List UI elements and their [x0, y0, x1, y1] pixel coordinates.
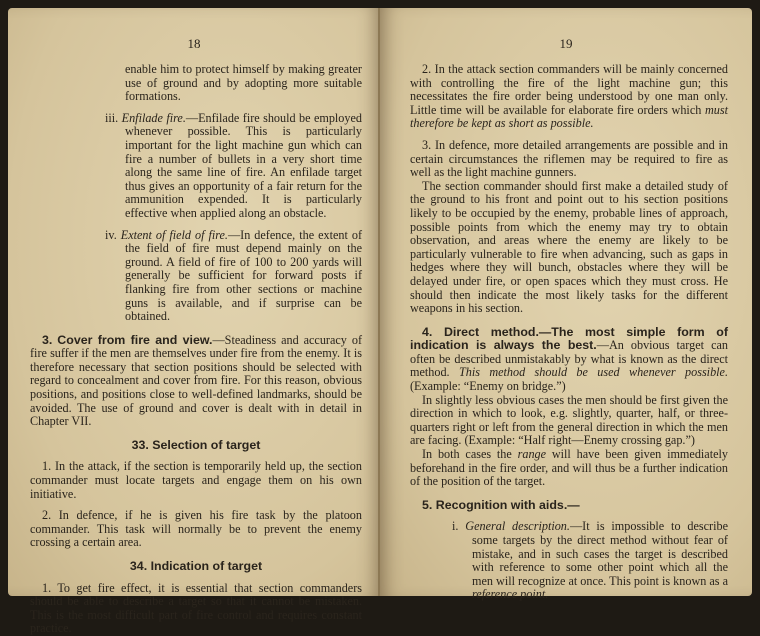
- item-iv-text: —In defence, the extent of the field of fire must depend mainly on the ground. A field of fire of 100 to 200 yards will generally be sufficient for forward posts if flanking fire from other sections or machine guns is available, and if surprise can be obtained.: [125, 227, 363, 324]
- para-34-1: 1. To get fire effect, it is essential that section commanders should be able to describe a target so that it cannot be mistaken. This is the most difficult part of fire control and requires constant practice.: [30, 580, 362, 636]
- item-iv-label: iv.: [105, 227, 117, 242]
- continued-paragraph: enable him to protect himself by making greater use of ground and by adopting more suitable formations.: [125, 62, 362, 104]
- section-3-text: —Steadiness and accuracy of fire suffer if the men are themselves under fire from the enemy. It is therefore necessary that section positions should be selected with regard to concealment and cover from fire. For this reason, obvious positions, and positions close to well-defined landmarks, should be avoided. The use of ground and cover is dealt with in detail in Chapter VII.: [30, 332, 363, 429]
- para-2: [410, 63, 728, 131]
- item-5-i-italic: reference point.: [472, 587, 549, 602]
- right-page: [380, 8, 752, 602]
- item-5-i: [410, 520, 728, 602]
- heading-33: 33. Selection of target: [131, 437, 261, 452]
- section-3-number: 3.: [42, 332, 53, 347]
- para-2-text: 2. In the attack section commanders will be mainly concerned with controlling the fire of the light machine gun; this necessitates the fire order being understood by one man only. Little time will be available for elaborate fire orders which: [410, 62, 728, 117]
- para-5-heading: 5. Recognition with aids.—: [422, 497, 580, 512]
- item-iv: [70, 229, 362, 324]
- heading-34: 34. Indication of target: [129, 559, 263, 573]
- para-4-text-b: (Example: “Enemy on bridge.”): [410, 379, 566, 394]
- para-4-heading: 4. Direct method.—The most simple form of indication is always the best.: [410, 324, 728, 353]
- item-iii-text: —Enfilade fire should be employed whenever possible. This is particularly important for the light machine gun which can fire a number of bullets in a very short time along the same line of fire. An enfilade target thus gives an opportunity of a fair return for the ammunition expended. It is particularly effective when applied along an obstacle.: [125, 110, 363, 220]
- page-number-right: 19: [559, 36, 573, 51]
- para-3: 3. In defence, more detailed arrangements are possible and in certain circumstances the riflemen may be required to fire as well as the light machine gunners.: [410, 137, 728, 180]
- para-4d-text-b: will have been given immediately beforehand in the fire order, and will thus be a further indication of the position of the target.: [410, 447, 728, 489]
- right-text-column: [410, 63, 728, 602]
- para-4d-text-a: In both cases the: [422, 447, 518, 462]
- para-33-1: 1. In the attack, if the section is temporarily held up, the section commander must locate targets and engage them on his own initiative.: [30, 459, 362, 501]
- para-4d: [410, 448, 728, 489]
- para-2-italic: must therefore be kept as short as possible.: [410, 102, 728, 131]
- para-4-italic: This method should be used whenever possible.: [458, 365, 729, 380]
- item-iv-title: Extent of field of fire.: [120, 227, 228, 242]
- item-5-i-label: i.: [452, 519, 459, 534]
- item-iii-label: iii.: [105, 110, 119, 125]
- para-4: [410, 326, 728, 394]
- para-33-2: 2. In defence, if he is given his fire task by the platoon commander. This task will normally be to prevent the enemy crossing a certain area.: [30, 508, 362, 550]
- left-text-column: [30, 62, 363, 636]
- section-3-title: Cover from fire and view.: [57, 332, 213, 347]
- item-iii: [70, 112, 362, 221]
- page-number-left: 18: [187, 36, 201, 51]
- para-4-text-a: —An obvious target can often be described unmistakably by what is known as the direct method.: [410, 338, 728, 380]
- item-5-i-title: General description.: [465, 519, 570, 534]
- para-4c: In slightly less obvious cases the men should be first given the direction in which to look, e.g. slightly, quarter, half, or three-quarters right or left from the general direction in which the men are facing. (Example: “Half right—Enemy crossing gap.”): [410, 392, 728, 448]
- item-5-i-text: —It is impossible to describe some targets by the direct method without fear of mistake, and in such cases the target is described with reference to some other point which all the men will recognize at once. This point is known as a: [472, 519, 728, 588]
- para-3b: The section commander should first make a detailed study of the ground to his front and point out to his section positions likely to be occupied by the enemy, probable lines of approach, possible points from which the enemy may try to obtain observation, and areas where the enemy are likely to be particularly vulnerable to fire when advancing, such as gaps in hedges where they will bunch, obstacles where they will be delayed under fire, or open spaces which they must cross. He should then indicate the most likely tasks for the different weapons in his section.: [410, 178, 728, 316]
- section-3-paragraph: [30, 334, 362, 429]
- para-4d-italic: range: [517, 447, 547, 462]
- item-iii-title: Enfilade fire.: [121, 110, 186, 125]
- left-page: [8, 8, 380, 636]
